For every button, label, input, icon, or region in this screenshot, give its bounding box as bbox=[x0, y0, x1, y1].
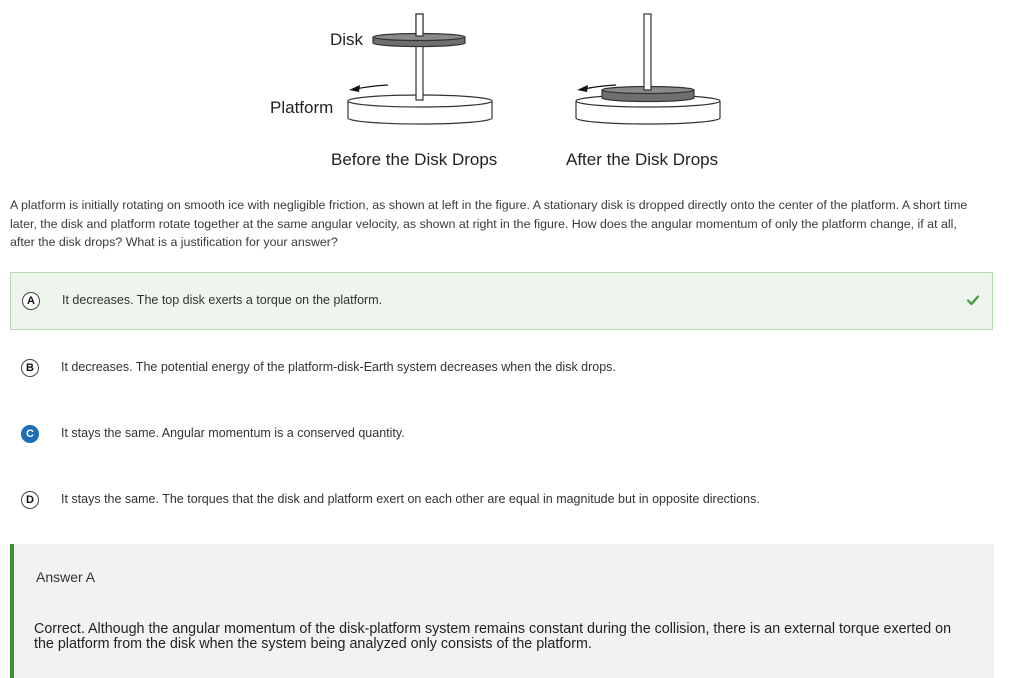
answer-explanation-panel bbox=[10, 544, 994, 678]
before-caption: Before the Disk Drops bbox=[331, 150, 498, 169]
platform-label: Platform bbox=[270, 98, 334, 117]
choice-a-text: It decreases. The top disk exerts a torque on the platform. bbox=[62, 293, 383, 307]
check-icon bbox=[966, 293, 980, 307]
choice-c-text: It stays the same. Angular momentum is a conserved quantity. bbox=[61, 426, 405, 440]
figure bbox=[0, 0, 1024, 185]
answer-title: Answer A bbox=[36, 569, 96, 585]
choice-b[interactable] bbox=[10, 339, 993, 397]
question-text: A platform is initially rotating on smooth ice with negligible friction, as shown at left in the figure. A stationary disk is dropped directly onto the center of the platform. A short time later, the disk and platform rotate together at the same angular velocity, as shown at right in the figure. How does the angular momentum of only the platform change, if at all, after the disk drops? What is a justification for your answer? bbox=[10, 198, 968, 249]
after-caption: After the Disk Drops bbox=[566, 150, 719, 169]
disk-label: Disk bbox=[330, 30, 364, 49]
choice-a-letter-badge: A bbox=[22, 292, 40, 310]
choice-d-text: It stays the same. The torques that the disk and platform exert on each other are equal in magnitude but in opposite directions. bbox=[61, 492, 760, 506]
choice-d[interactable] bbox=[10, 471, 993, 529]
after-axle bbox=[644, 14, 651, 90]
before-rotation-arrow bbox=[349, 85, 388, 92]
answer-explanation-text: Correct. Although the angular momentum of the disk-platform system remains constant during the collision, there is an external torque exerted on the platform from the disk when the system being analyzed only consists of the platform. bbox=[34, 621, 952, 652]
choice-c[interactable] bbox=[10, 405, 993, 463]
before-disk bbox=[373, 14, 465, 47]
choice-c-letter-badge-selected: C bbox=[21, 425, 39, 443]
choice-a[interactable] bbox=[10, 272, 993, 330]
choice-d-letter-badge: D bbox=[21, 491, 39, 509]
disk-platform-diagram bbox=[0, 0, 1024, 185]
choice-b-letter-badge: B bbox=[21, 359, 39, 377]
choice-b-text: It decreases. The potential energy of the platform-disk-Earth system decreases when the disk drops. bbox=[61, 360, 616, 374]
